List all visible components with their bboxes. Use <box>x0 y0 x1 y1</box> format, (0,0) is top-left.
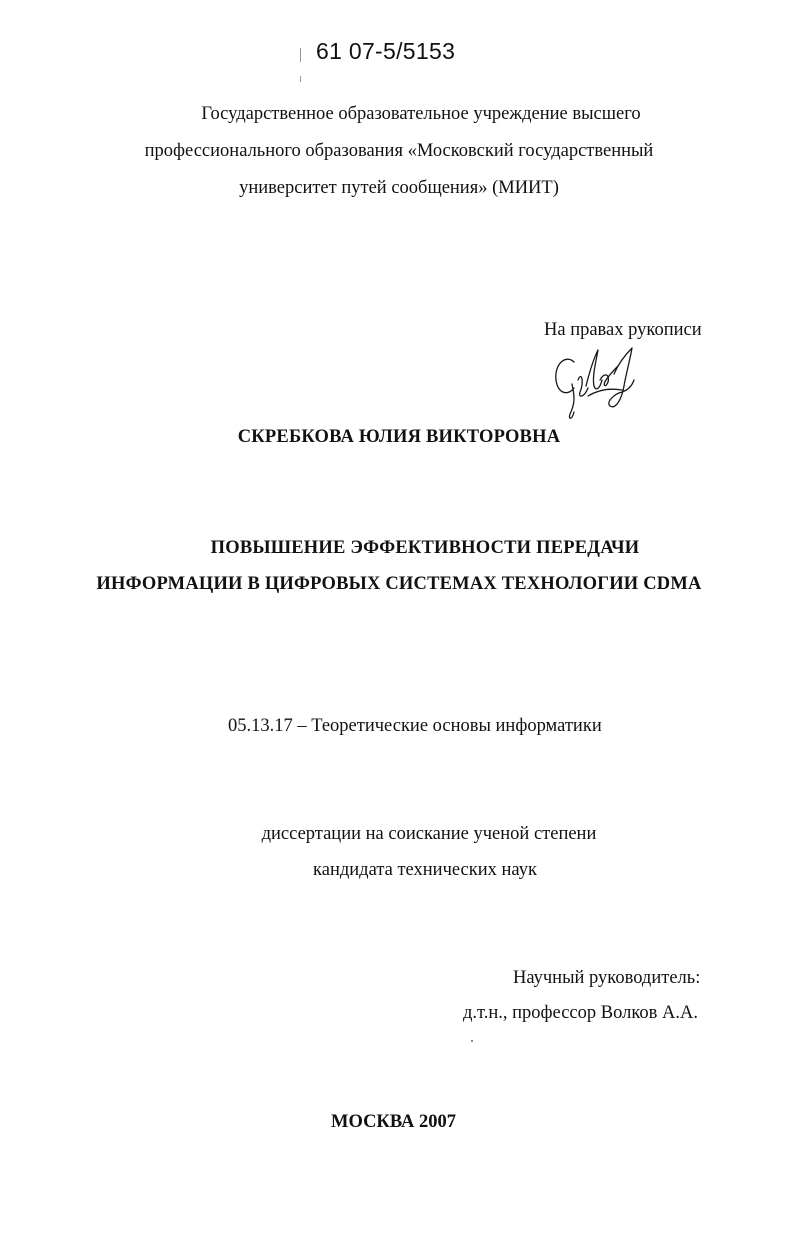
specialty-code: 05.13.17 – Теоретические основы информатики <box>228 716 602 736</box>
degree-line-1: диссертации на соискание ученой степени <box>261 824 597 844</box>
degree-line-2: кандидата технических наук <box>313 860 537 880</box>
author-name: СКРЕБКОВА ЮЛИЯ ВИКТОРОВНА <box>237 427 561 447</box>
advisor-name: д.т.н., профессор Волков А.А. <box>463 1003 698 1023</box>
library-stamp-code: 61 07-5/5153 <box>316 38 456 64</box>
manuscript-rights-note: На правах рукописи <box>544 320 702 340</box>
institution-line-1: Государственное образовательное учреждение высшего <box>201 104 641 124</box>
signature-icon <box>548 340 648 424</box>
thesis-title-line-2: ИНФОРМАЦИИ В ЦИФРОВЫХ СИСТЕМАХ ТЕХНОЛОГИИ CDMA <box>96 574 702 594</box>
scan-mark-bottom <box>300 76 301 82</box>
scan-speck <box>471 1040 473 1042</box>
thesis-title-line-1: ПОВЫШЕНИЕ ЭФФЕКТИВНОСТИ ПЕРЕДАЧИ <box>210 538 640 558</box>
advisor-label: Научный руководитель: <box>513 968 701 988</box>
institution-line-2: профессионального образования «Московский государственный <box>144 141 654 161</box>
scan-mark-top <box>300 48 301 62</box>
city-year: МОСКВА 2007 <box>331 1112 457 1132</box>
institution-line-3: университет путей сообщения» (МИИТ) <box>239 178 559 198</box>
